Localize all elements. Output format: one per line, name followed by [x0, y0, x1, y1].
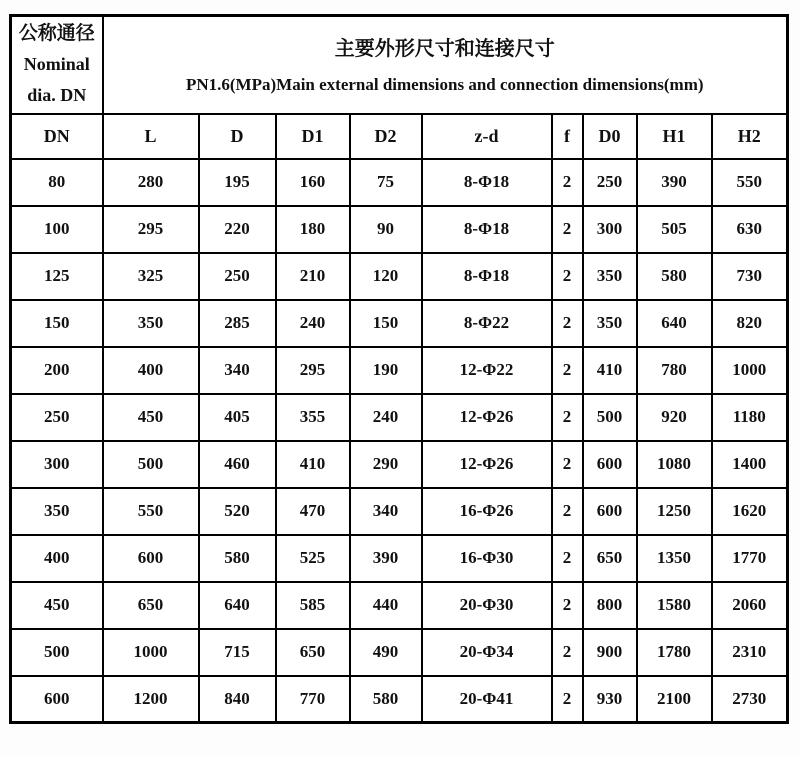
table-cell: 820	[712, 300, 788, 347]
column-header-d1: D1	[276, 114, 350, 159]
table-cell: 8-Φ18	[422, 253, 552, 300]
table-cell: 450	[103, 394, 199, 441]
table-cell: 190	[350, 347, 422, 394]
table-cell: 580	[637, 253, 712, 300]
table-cell: 295	[276, 347, 350, 394]
table-cell: 250	[583, 159, 637, 206]
table-cell: 90	[350, 206, 422, 253]
table-cell: 600	[583, 441, 637, 488]
table-cell: 2	[552, 159, 583, 206]
table-cell: 2060	[712, 582, 788, 629]
table-cell: 350	[583, 300, 637, 347]
table-cell: 340	[199, 347, 276, 394]
table-row	[11, 159, 788, 206]
table-cell: 125	[11, 253, 103, 300]
table-cell: 290	[350, 441, 422, 488]
table-cell: 195	[199, 159, 276, 206]
table-cell: 650	[276, 629, 350, 676]
table-cell: 1200	[103, 676, 199, 723]
table-row	[11, 300, 788, 347]
column-header-d2: D2	[350, 114, 422, 159]
table-cell: 650	[103, 582, 199, 629]
table-cell: 500	[11, 629, 103, 676]
table-cell: 2	[552, 676, 583, 723]
table-cell: 150	[350, 300, 422, 347]
table-cell: 600	[583, 488, 637, 535]
nominal-diameter-label-en-line2: dia. DN	[27, 85, 87, 106]
table-cell: 550	[103, 488, 199, 535]
table-cell: 780	[637, 347, 712, 394]
table-cell: 2	[552, 206, 583, 253]
table-cell: 2310	[712, 629, 788, 676]
table-cell: 2730	[712, 676, 788, 723]
table-cell: 650	[583, 535, 637, 582]
table-row	[11, 253, 788, 300]
column-header-d0: D0	[583, 114, 637, 159]
table-row	[11, 441, 788, 488]
table-cell: 1000	[103, 629, 199, 676]
table-cell: 390	[350, 535, 422, 582]
table-cell: 410	[276, 441, 350, 488]
table-cell: 440	[350, 582, 422, 629]
table-cell: 240	[276, 300, 350, 347]
nominal-diameter-header-cell	[11, 16, 103, 114]
table-cell: 325	[103, 253, 199, 300]
table-cell: 600	[11, 676, 103, 723]
main-title-zh: 主要外形尺寸和连接尺寸	[334, 35, 555, 60]
main-title-en: PN1.6(MPa)Main external dimensions and connection dimensions(mm)	[185, 74, 704, 94]
table-cell: 100	[11, 206, 103, 253]
table-cell: 280	[103, 159, 199, 206]
table-cell: 1780	[637, 629, 712, 676]
table-cell: 220	[199, 206, 276, 253]
table-cell: 2100	[637, 676, 712, 723]
table-cell: 1580	[637, 582, 712, 629]
table-cell: 730	[712, 253, 788, 300]
table-cell: 250	[199, 253, 276, 300]
table-cell: 20-Φ30	[422, 582, 552, 629]
column-header-f: f	[552, 114, 583, 159]
table-cell: 1080	[637, 441, 712, 488]
main-title-header-cell	[103, 16, 788, 114]
table-cell: 520	[199, 488, 276, 535]
table-row	[11, 676, 788, 723]
table-cell: 1000	[712, 347, 788, 394]
column-header-l: L	[103, 114, 199, 159]
table-cell: 250	[11, 394, 103, 441]
table-cell: 580	[350, 676, 422, 723]
table-cell: 630	[712, 206, 788, 253]
table-cell: 1770	[712, 535, 788, 582]
table-cell: 80	[11, 159, 103, 206]
table-cell: 600	[103, 535, 199, 582]
table-cell: 8-Φ22	[422, 300, 552, 347]
table-cell: 1250	[637, 488, 712, 535]
table-cell: 2	[552, 582, 583, 629]
table-cell: 300	[11, 441, 103, 488]
table-cell: 120	[350, 253, 422, 300]
table-cell: 1350	[637, 535, 712, 582]
column-header-row	[11, 114, 788, 159]
table-row	[11, 206, 788, 253]
table-cell: 1180	[712, 394, 788, 441]
table-cell: 405	[199, 394, 276, 441]
column-header-dn: DN	[11, 114, 103, 159]
table-cell: 8-Φ18	[422, 159, 552, 206]
table-cell: 295	[103, 206, 199, 253]
table-cell: 180	[276, 206, 350, 253]
table-row	[11, 629, 788, 676]
table-cell: 490	[350, 629, 422, 676]
table-cell: 350	[583, 253, 637, 300]
column-header-d: D	[199, 114, 276, 159]
table-cell: 500	[583, 394, 637, 441]
table-cell: 770	[276, 676, 350, 723]
table-cell: 2	[552, 629, 583, 676]
column-header-h2: H2	[712, 114, 788, 159]
table-row	[11, 394, 788, 441]
table-cell: 2	[552, 394, 583, 441]
table-cell: 505	[637, 206, 712, 253]
table-cell: 800	[583, 582, 637, 629]
table-cell: 525	[276, 535, 350, 582]
table-cell: 550	[712, 159, 788, 206]
table-cell: 75	[350, 159, 422, 206]
table-cell: 240	[350, 394, 422, 441]
table-cell: 160	[276, 159, 350, 206]
table-cell: 400	[103, 347, 199, 394]
table-cell: 350	[11, 488, 103, 535]
table-cell: 640	[637, 300, 712, 347]
table-cell: 390	[637, 159, 712, 206]
table-cell: 2	[552, 253, 583, 300]
table-cell: 2	[552, 441, 583, 488]
table-cell: 355	[276, 394, 350, 441]
table-cell: 200	[11, 347, 103, 394]
table-cell: 300	[583, 206, 637, 253]
table-cell: 2	[552, 347, 583, 394]
table-cell: 640	[199, 582, 276, 629]
table-cell: 12-Φ26	[422, 394, 552, 441]
table-cell: 20-Φ41	[422, 676, 552, 723]
nominal-diameter-label-en-line1: Nominal	[23, 54, 90, 75]
table-row	[11, 535, 788, 582]
table-cell: 2	[552, 300, 583, 347]
table-cell: 400	[11, 535, 103, 582]
table-row	[11, 488, 788, 535]
table-cell: 12-Φ26	[422, 441, 552, 488]
table-cell: 2	[552, 535, 583, 582]
table-cell: 920	[637, 394, 712, 441]
table-cell: 410	[583, 347, 637, 394]
table-cell: 285	[199, 300, 276, 347]
table-cell: 1400	[712, 441, 788, 488]
table-cell: 460	[199, 441, 276, 488]
nominal-diameter-label-zh: 公称通径	[18, 22, 95, 45]
table-row	[11, 347, 788, 394]
table-cell: 12-Φ22	[422, 347, 552, 394]
dimensions-spec-table	[9, 14, 789, 724]
table-cell: 16-Φ30	[422, 535, 552, 582]
table-cell: 500	[103, 441, 199, 488]
table-cell: 450	[11, 582, 103, 629]
column-header-z-d: z-d	[422, 114, 552, 159]
table-cell: 16-Φ26	[422, 488, 552, 535]
table-cell: 20-Φ34	[422, 629, 552, 676]
table-cell: 470	[276, 488, 350, 535]
table-cell: 585	[276, 582, 350, 629]
table-row	[11, 582, 788, 629]
table-title-row	[11, 16, 788, 114]
table-cell: 715	[199, 629, 276, 676]
table-cell: 350	[103, 300, 199, 347]
table-cell: 150	[11, 300, 103, 347]
column-header-h1: H1	[637, 114, 712, 159]
table-cell: 1620	[712, 488, 788, 535]
table-cell: 930	[583, 676, 637, 723]
table-cell: 210	[276, 253, 350, 300]
table-cell: 8-Φ18	[422, 206, 552, 253]
table-cell: 580	[199, 535, 276, 582]
table-cell: 2	[552, 488, 583, 535]
table-cell: 900	[583, 629, 637, 676]
table-cell: 340	[350, 488, 422, 535]
table-cell: 840	[199, 676, 276, 723]
